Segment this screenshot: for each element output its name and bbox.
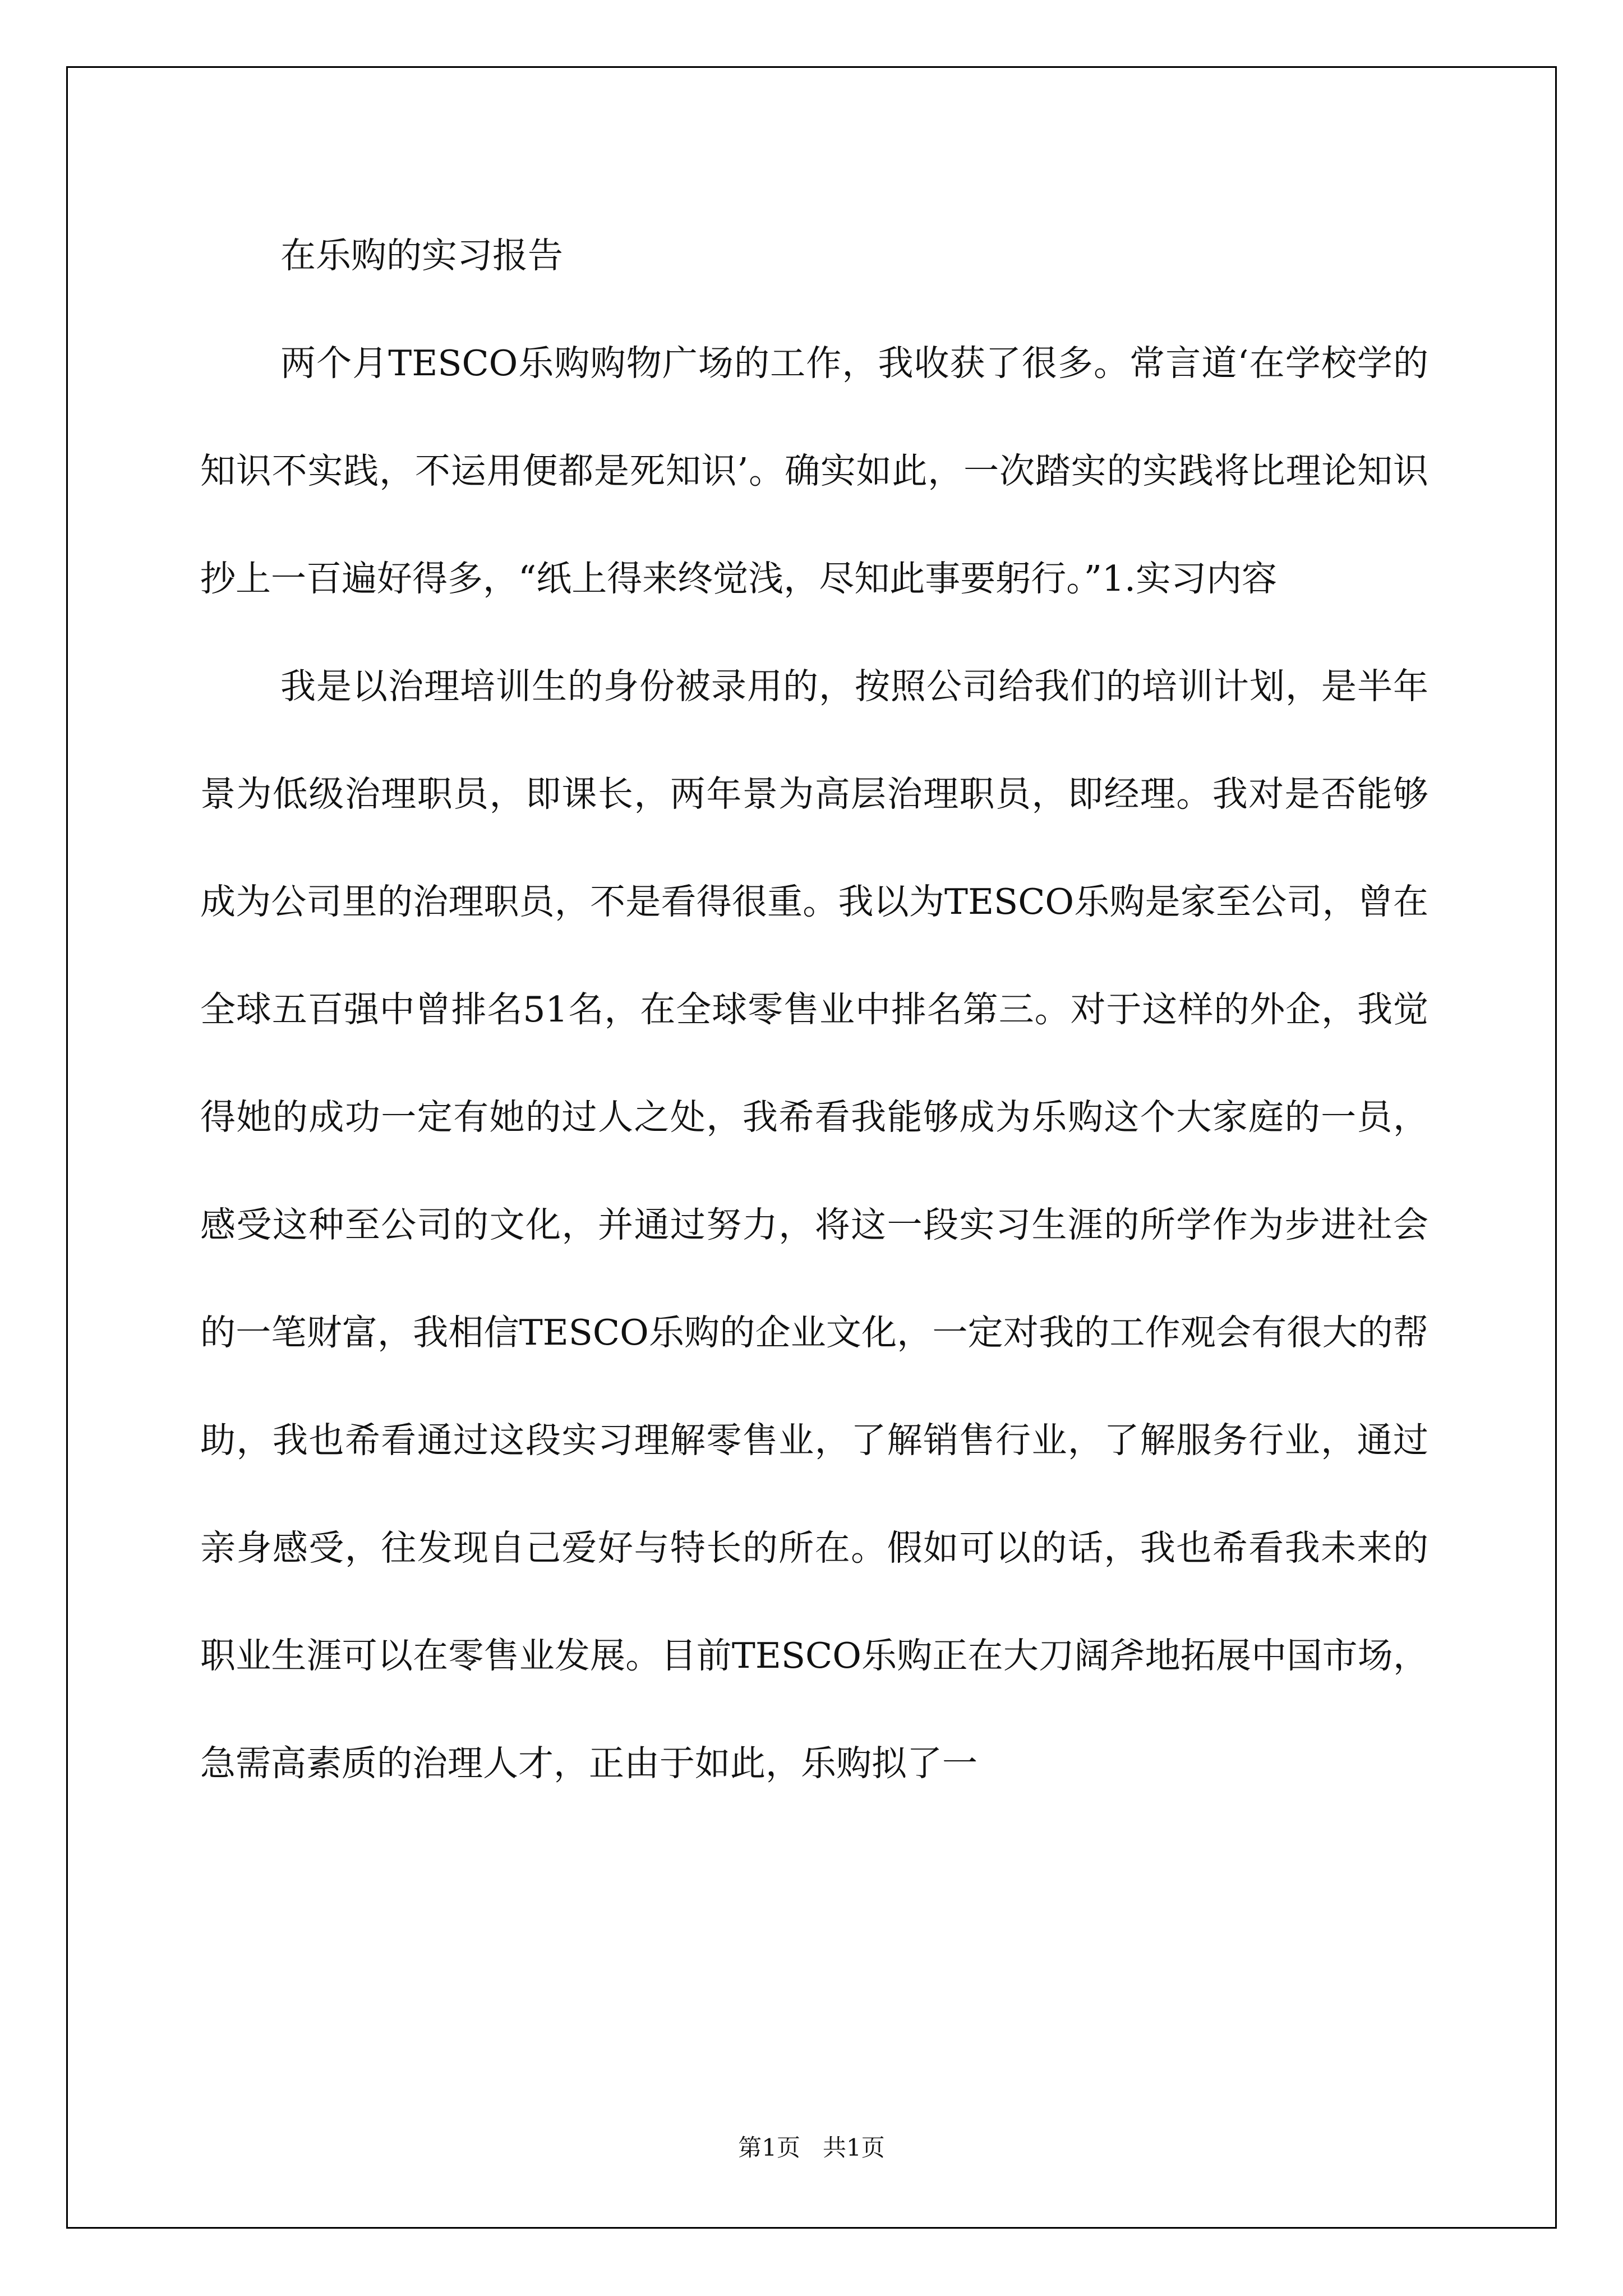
paragraph-content: 我是以治理培训生的身份被录用的，按照公司给我们的培训计划，是半年景为低级治理职员，即课长，两年景为高层治理职员，即经理。我对是否能够成为公司里的治理职员，不是看得很重。我以为TESCO乐购是家至公司，曾在全球五百强中曾排名51名，在全球零售业中排名第三。对于这样的外企，我觉得她的成功一定有她的过人之处，我希看我能够成为乐购这个大家庭的一员，感受这种至公司的文化，并通过努力，将这一段实习生涯的所学作为步进社会的一笔财富，我相信TESCO乐购的企业文化，一定对我的工作观会有很大的帮助，我也希看通过这段实习理解零售业，了解销售行业，了解服务行业，通过亲身感受，往发现自己爱好与特长的所在。假如可以的话，我也希看我未来的职业生涯可以在零售业发展。目前TESCO乐购正在大刀阔斧地拓展中国市场，急需高素质的治理人才，正由于如此，乐购拟了一 <box>200 666 1428 1784</box>
document-title: 在乐购的实习报告 <box>280 235 563 276</box>
paragraph-intro: 两个月TESCO乐购购物广场的工作，我收获了很多。常言道‘在学校学的知识不实践，不运用便都是死知识’。确实如此，一次踏实的实践将比理论知识抄上一百遍好得多，“纸上得来终觉浅，尽知此事要躬行。”1.实习内容 <box>200 343 1428 599</box>
document-body <box>200 202 1428 1818</box>
page-number-footer: 第1页 共1页 <box>738 2134 885 2161</box>
